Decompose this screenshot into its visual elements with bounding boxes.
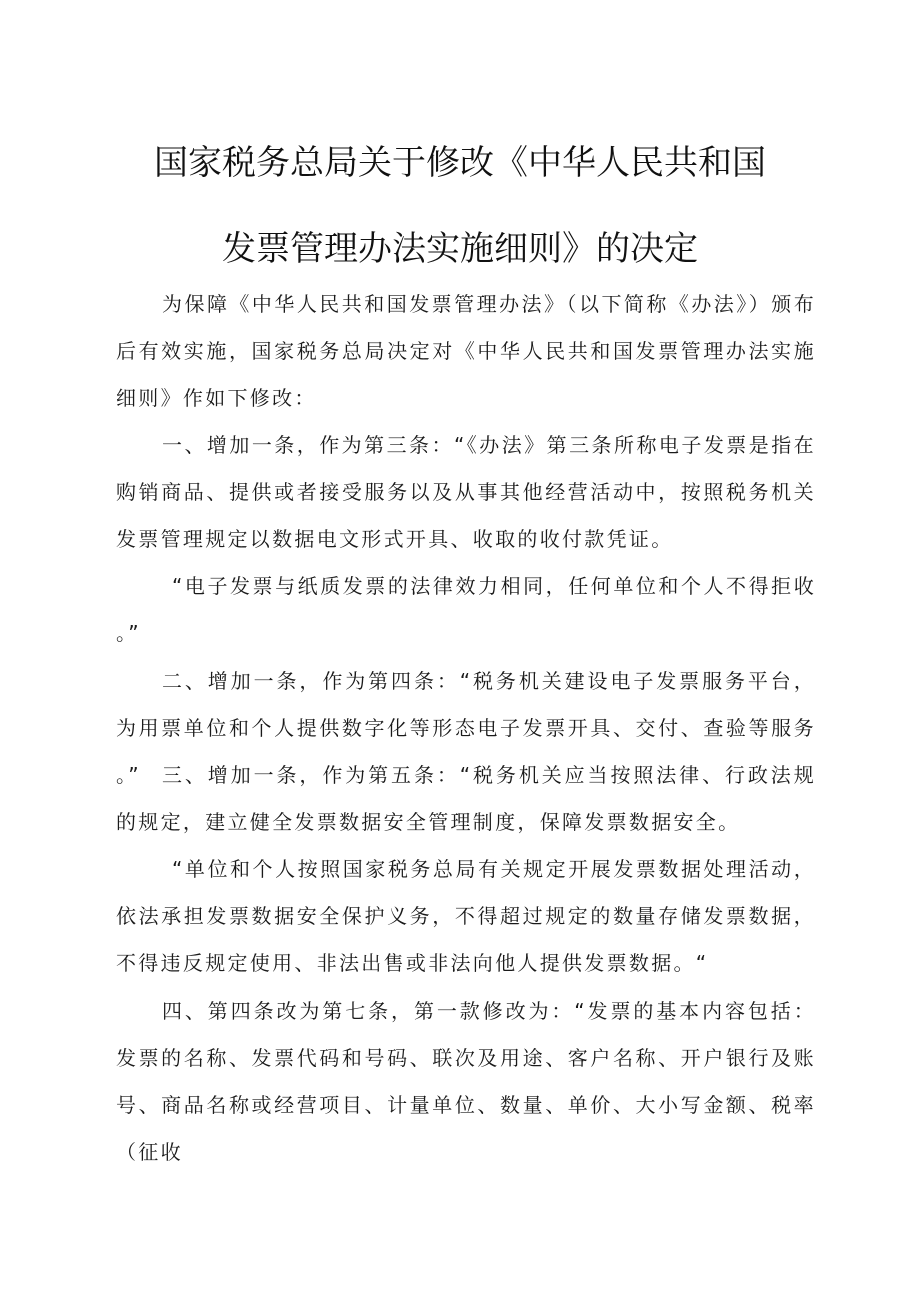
document-title-line-2: 发票管理办法实施细则》的决定 — [222, 229, 698, 269]
paragraph-amendment-4: 四、第四条改为第七条，第一款修改为：“发票的基本内容包括：发票的名称、发票代码和号码、联次及用途、客户名称、开户银行及账号、商品名称或经营项目、计量单位、数量、单价、大小写金额、税率（征收 — [116, 999, 816, 1164]
paragraph-amendment-3: 三、增加一条，作为第五条：“税务机关应当按照法律、行政法规的规定，建立健全发票数据安全管理制度，保障发票数据安全。 — [116, 763, 816, 834]
document-title-line-1: 国家税务总局关于修改《中华人民共和国 — [154, 143, 766, 183]
paragraph-amendment-2: 二、增加一条，作为第四条：“税务机关建设电子发票服务平台，为用票单位和个人提供数字化等形态电子发票开具、交付、查验等服务。” — [116, 669, 816, 787]
paragraph-amendment-1-quote: “电子发票与纸质发票的法律效力相同，任何单位和个人不得拒收。” — [116, 574, 816, 645]
paragraph-amendment-3-quote: “单位和个人按照国家税务总局有关规定开展发票数据处理活动，依法承担发票数据安全保护义务，不得超过规定的数量存储发票数据，不得违反规定使用、非法出售或非法向他人提供发票数据。“ — [116, 857, 816, 975]
paragraph-intro: 为保障《中华人民共和国发票管理办法》（以下简称《办法》）颁布后有效实施，国家税务总局决定对《中华人民共和国发票管理办法实施细则》作如下修改： — [116, 292, 816, 410]
paragraph-amendment-1: 一、增加一条，作为第三条：“《办法》第三条所称电子发票是指在购销商品、提供或者接受服务以及从事其他经营活动中，按照税务机关发票管理规定以数据电文形式开具、收取的收付款凭证。 — [116, 433, 816, 551]
